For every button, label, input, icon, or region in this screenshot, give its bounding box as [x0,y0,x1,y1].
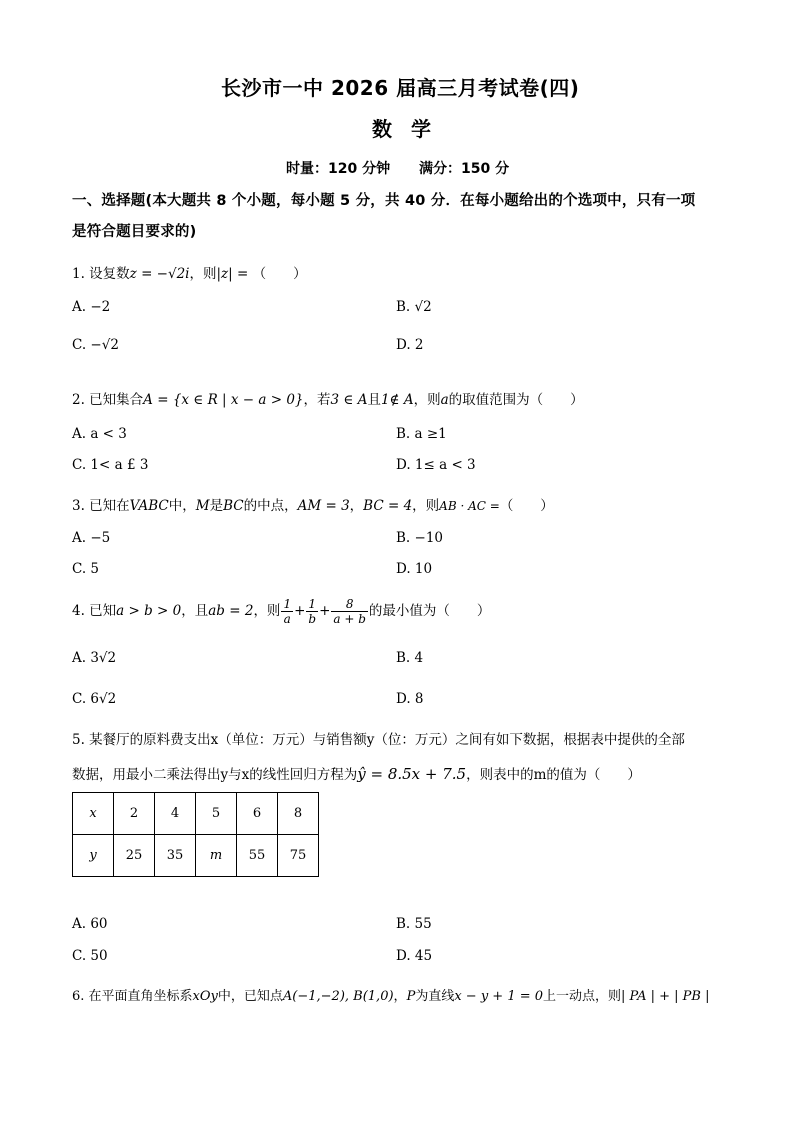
section-heading-line1: 一、选择题(本大题共 8 个小题，每小题 5 分，共 40 分．在每小题给出的个选项中，只有一项 [72,193,696,209]
q5-line2-end: ，则表中的m的值为（ ） [466,767,641,783]
q6-stem-mid2: ， [393,989,407,1004]
q4-stem-prefix: 4. 已知 [72,603,117,619]
q1-modulus: |z| = [216,266,249,282]
q1-option-b: B. √2 [396,299,432,315]
q3-dot-expr: AB · AC = [439,499,500,513]
q3-stem-mid4: ，则 [412,498,440,514]
q5-equation: ŷ = 8.5x + 7.5 [357,765,467,783]
q2-cond2: 1∉ A [380,392,414,408]
table-cell: 75 [278,835,319,877]
q5-option-a: A. 60 [72,916,108,932]
table-cell: m [196,835,237,877]
q4-option-d: D. 8 [396,691,424,707]
q1-stem-mid: ，则 [189,266,217,282]
question-1 [72,262,307,282]
q6-points: A(−1,−2), B(1,0) [282,989,394,1004]
q1-expr: z = −√2i [129,266,190,282]
q2-option-b: B. a ≥1 [396,426,447,442]
table-cell: 55 [237,835,278,877]
question-2 [72,388,584,408]
q5-line-1: 5. 某餐厅的原料费支出x（单位：万元）与销售额y（位：万元）之间有如下数据，根据表中提供的全部 [72,732,685,748]
q4-option-c: C. 6√2 [72,691,117,707]
q3-stem-mid1: 中， [168,498,196,514]
q3-bc-var: BC [223,498,244,514]
q3-blank: （ ） [499,498,554,514]
table-cell: 2 [114,793,155,835]
q1-stem-prefix: 1. 设复数 [72,266,130,282]
table-cell: y [73,835,114,877]
q3-stem-prefix: 3. 已知在 [72,498,130,514]
q5-option-c: C. 50 [72,948,108,964]
q3-option-a: A. −5 [72,530,111,546]
q6-line-expr: x − y + 1 = 0 [454,989,544,1004]
section-heading-line2: 是符合题目要求的) [72,224,197,240]
q5-option-d: D. 45 [396,948,433,964]
q3-triangle: VABC [129,498,169,514]
table-cell: 6 [237,793,278,835]
q1-blank: （ ） [252,266,307,282]
q6-stem-mid3: 为直线 [415,989,455,1004]
q6-system: xOy [192,989,218,1004]
q4-frac1-num: 1 [283,597,292,611]
table-cell: 5 [196,793,237,835]
q3-am-expr: AM = 3 [297,498,350,514]
table-cell: 8 [278,793,319,835]
page-title: 长沙市一中 2026 届高三月考试卷(四) [221,76,580,100]
q4-plus-2: + [319,603,331,619]
question-3 [72,494,554,514]
subject-title: 数 学 [372,117,437,141]
q6-stem-prefix: 6. 在平面直角坐标系 [72,989,193,1004]
q4-plus-1: + [294,603,306,619]
q4-fraction-1 [281,597,293,626]
q4-cond2: ab = 2 [208,603,254,619]
q3-sep: ， [349,498,364,514]
q4-option-a: A. 3√2 [72,650,117,666]
q4-cond1: a > b > 0 [116,603,182,619]
exam-score: 满分：150 分 [419,161,510,177]
q4-frac2-den: b [308,612,317,626]
q4-frac3-num: 8 [331,597,368,612]
q4-fraction-3 [331,597,368,626]
q1-option-c: C. −√2 [72,337,119,353]
q4-frac3-den: a + b [333,612,366,626]
q4-stem-mid2: ，则 [253,603,281,619]
q2-var: a [440,392,449,408]
table-cell: 35 [155,835,196,877]
q5-line-2 [72,763,641,783]
q4-frac1-den: a [283,612,291,626]
q2-option-d: D. 1≤ a < 3 [396,457,476,473]
q5-option-b: B. 55 [396,916,432,932]
q6-stem-mid1: 中，已知点 [217,989,283,1004]
question-4 [72,597,490,626]
table-row-y [73,835,319,877]
table-cell: 4 [155,793,196,835]
q2-stem-mid2: ，则 [413,392,441,408]
q4-fraction-2 [306,597,318,626]
q1-option-a: A. −2 [72,299,111,315]
q2-set-expr: A = {x ∈ R | x − a > 0} [143,392,304,408]
q4-stem-mid1: ，且 [181,603,209,619]
table-row-x [73,793,319,835]
q2-option-c: C. 1< a £ 3 [72,457,149,473]
question-6 [72,985,710,1004]
q2-stem-mid1: ，若 [303,392,331,408]
q3-option-d: D. 10 [396,561,433,577]
q6-sum-expr: | PA | + | PB | [621,989,710,1004]
table-cell: 25 [114,835,155,877]
q3-stem-mid3: 的中点， [243,498,298,514]
q6-p-var: P [406,989,416,1004]
q3-option-c: C. 5 [72,561,100,577]
q3-bc-expr: BC = 4 [363,498,413,514]
exam-time: 时量：120 分钟 [286,161,391,177]
q2-and: 且 [367,392,381,408]
q2-cond1: 3 ∈ A [330,392,368,408]
q4-option-b: B. 4 [396,650,424,666]
q1-option-d: D. 2 [396,337,424,353]
q2-stem-prefix: 2. 已知集合 [72,392,144,408]
q2-stem-end: 的取值范围为（ ） [448,392,584,408]
data-table [72,792,319,877]
q5-line2-prefix: 数据，用最小二乘法得出y与x的线性回归方程为 [72,767,358,783]
q3-option-b: B. −10 [396,530,443,546]
q3-stem-mid2: 是 [209,498,224,514]
q2-option-a: A. a < 3 [72,426,127,442]
q4-frac2-num: 1 [306,597,318,612]
table-cell: x [73,793,114,835]
q6-stem-mid4: 上一动点，则 [543,989,622,1004]
q3-m-var: M [195,498,210,514]
q4-stem-end: 的最小值为（ ） [368,603,491,619]
